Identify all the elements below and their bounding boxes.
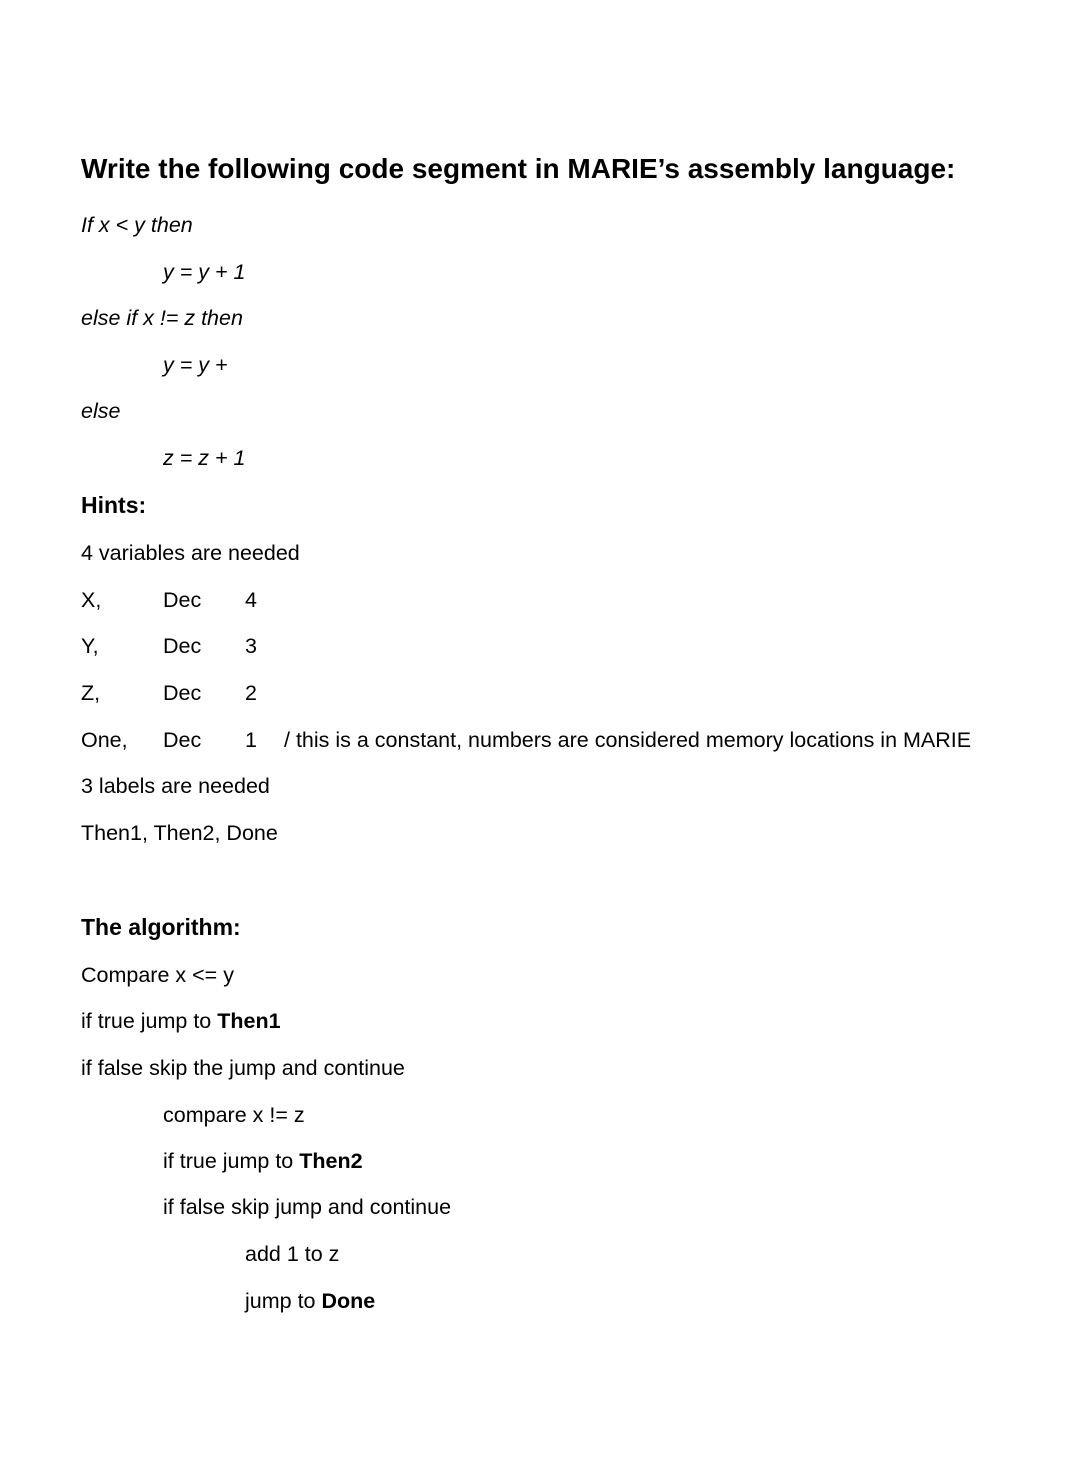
variable-value: 3 [245, 634, 257, 658]
variable-directive: Dec [163, 634, 202, 658]
algorithm-step [81, 1007, 281, 1035]
variable-comment: / this is a constant, numbers are considered memory locations in MARIE [284, 728, 972, 752]
algorithm-step: Compare x <= y [81, 963, 234, 987]
code-line: y = y + 1 [163, 260, 246, 284]
labels-note: 3 labels are needed [81, 774, 270, 798]
variable-label: Z, [81, 681, 101, 705]
code-line: If x < y then [81, 213, 193, 237]
label-ref: Then1 [217, 1009, 281, 1033]
page-title: Write the following code segment in MARIE’s assembly language: [81, 153, 956, 184]
code-line: z = z + 1 [163, 446, 246, 470]
variable-directive: Dec [163, 588, 202, 612]
code-line: y = y + [163, 353, 228, 377]
variable-label: X, [81, 588, 102, 612]
variable-label: Y, [81, 634, 99, 658]
variable-value: 4 [245, 588, 257, 612]
step-text: if true jump to [163, 1149, 300, 1173]
variable-value: 1 [245, 728, 257, 752]
variable-label: One, [81, 728, 128, 752]
algorithm-step: compare x != z [163, 1103, 305, 1127]
code-line: else if x != z then [81, 306, 243, 330]
variable-directive: Dec [163, 681, 202, 705]
label-ref: Done [321, 1289, 376, 1313]
variables-note: 4 variables are needed [81, 541, 300, 565]
step-text: if true jump to [81, 1009, 218, 1033]
algorithm-step: if false skip the jump and continue [81, 1056, 405, 1080]
variable-directive: Dec [163, 728, 202, 752]
code-line: else [81, 399, 121, 423]
algorithm-step: if false skip jump and continue [163, 1195, 452, 1219]
algorithm-heading: The algorithm: [81, 914, 241, 940]
algorithm-step [245, 1287, 375, 1315]
algorithm-step: add 1 to z [245, 1242, 340, 1266]
labels-list: Then1, Then2, Done [81, 821, 278, 845]
hints-heading: Hints: [81, 492, 147, 518]
step-text: jump to [245, 1289, 322, 1313]
label-ref: Then2 [299, 1149, 363, 1173]
algorithm-step [163, 1147, 363, 1175]
variable-value: 2 [245, 681, 257, 705]
